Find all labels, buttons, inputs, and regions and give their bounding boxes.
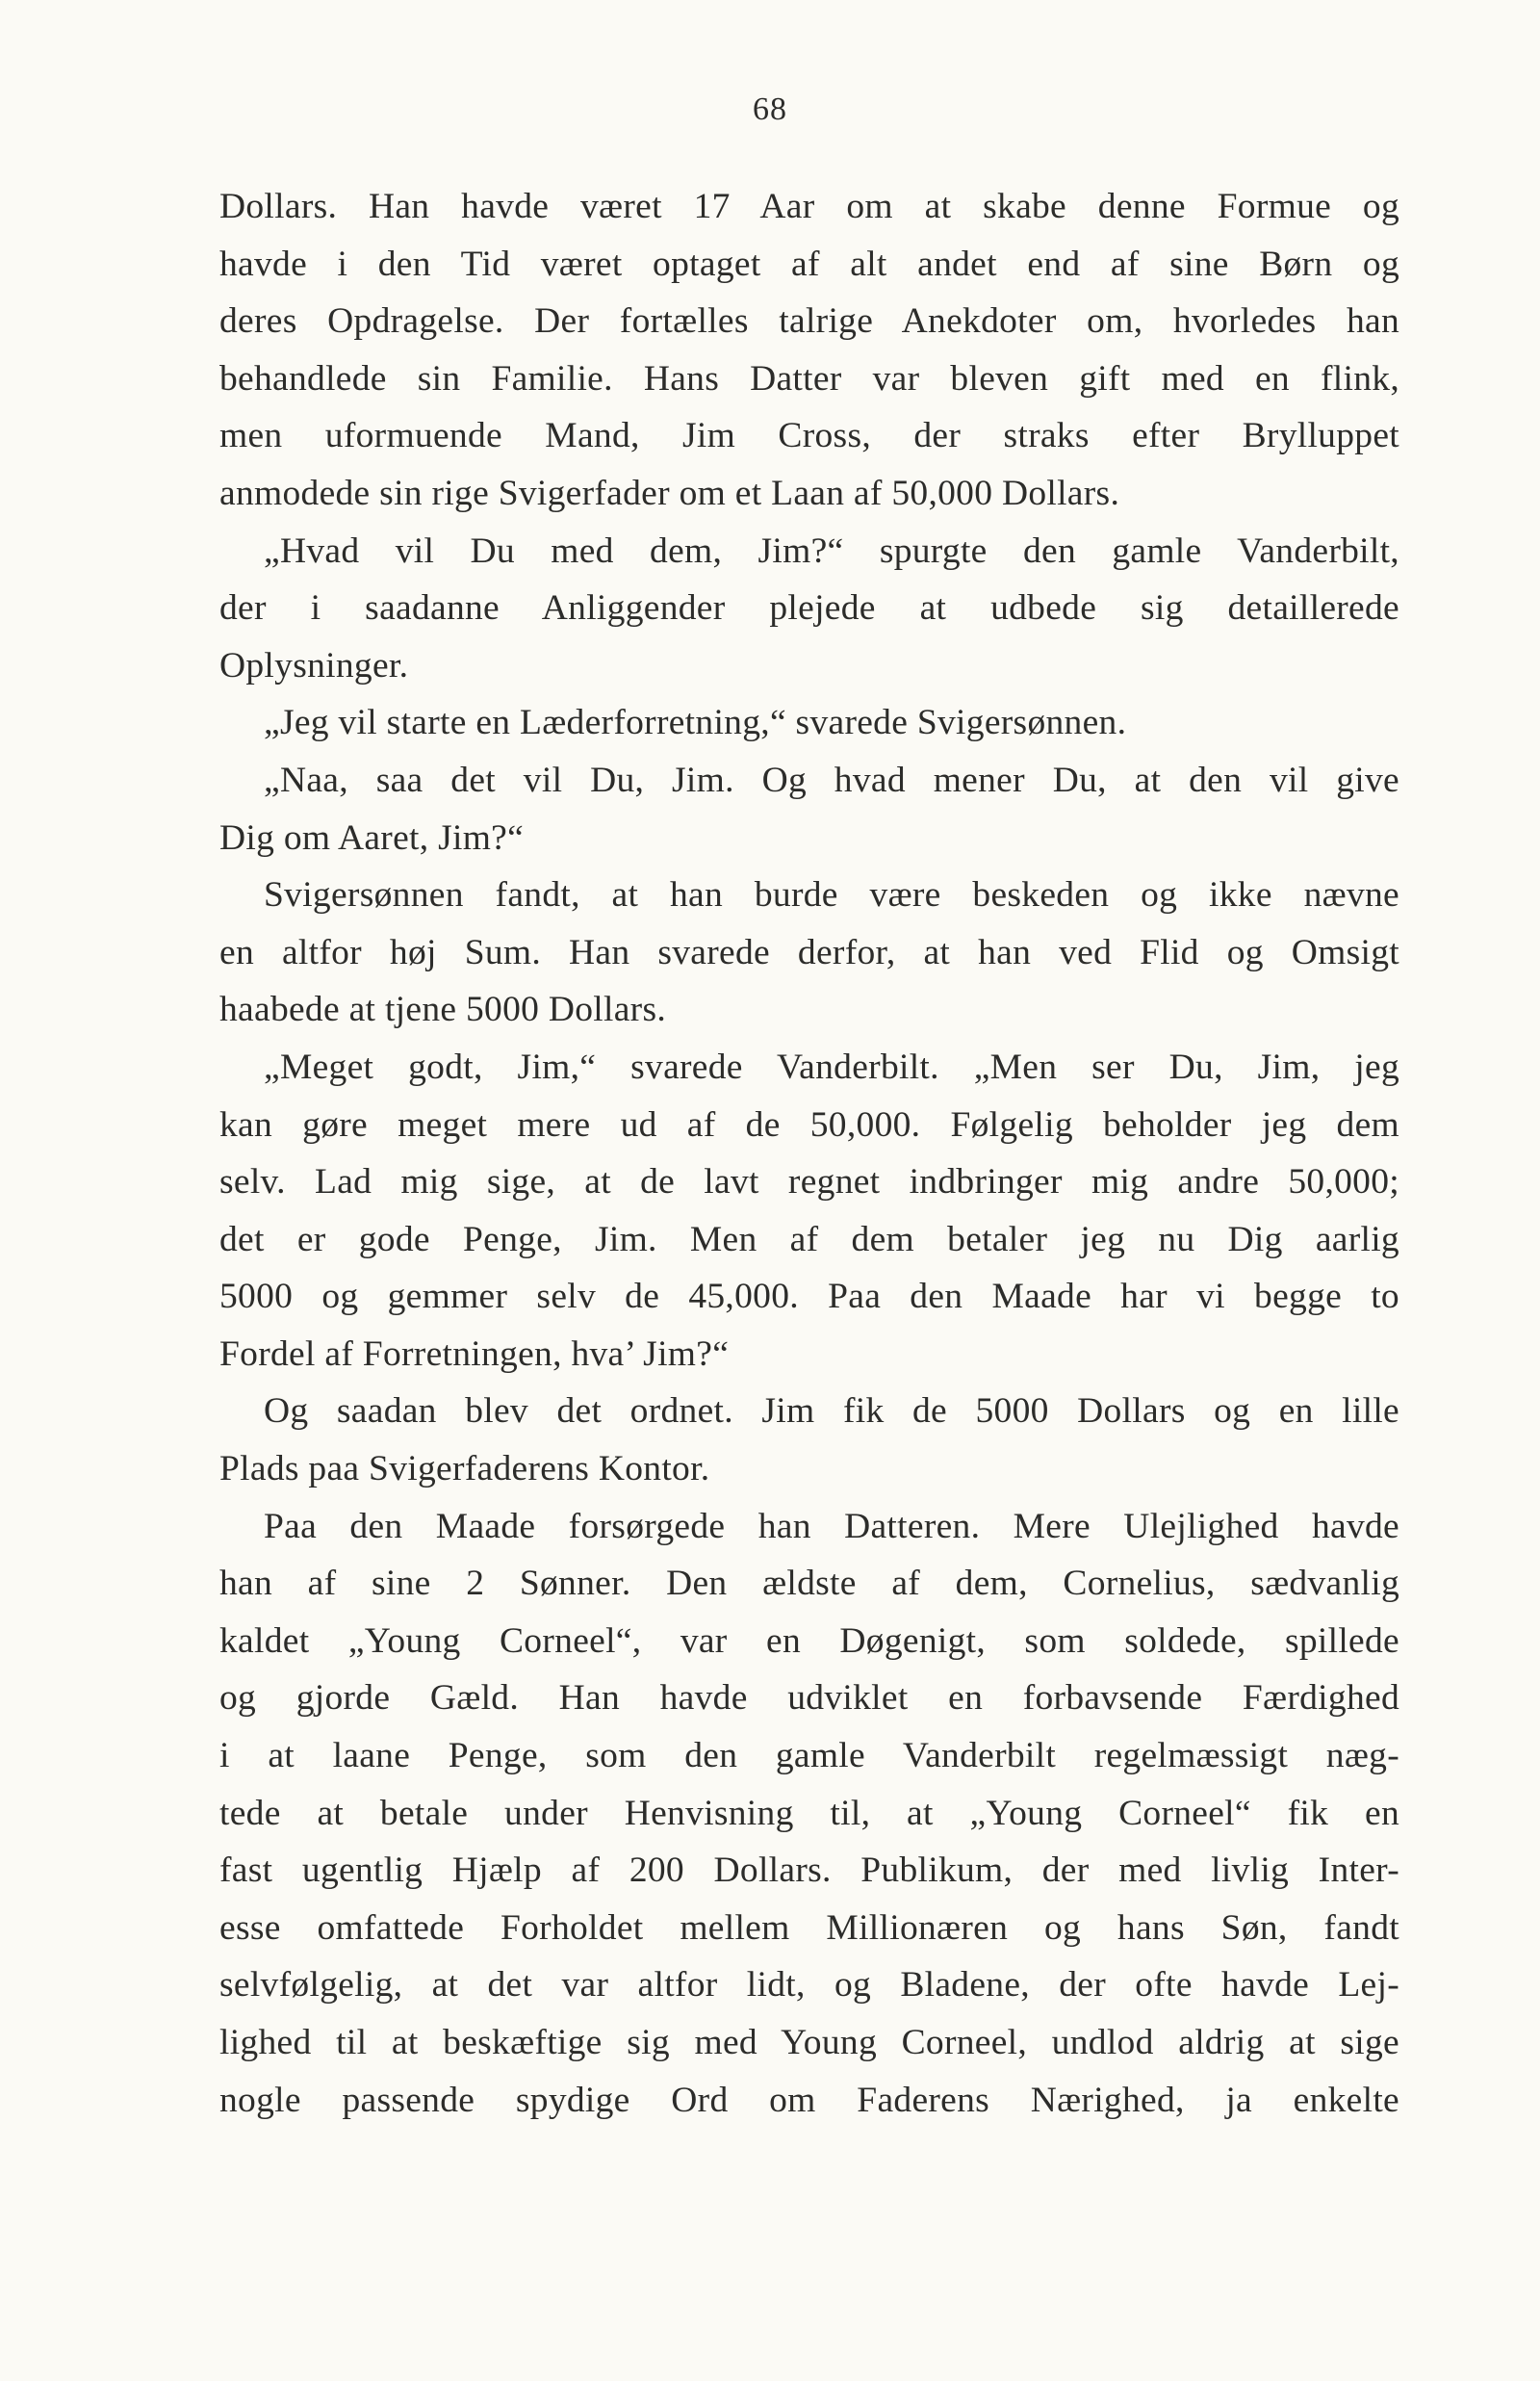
text-line: lighed til at beskæftige sig med Young Corneel, undlod aldrig at sige [219, 2023, 1399, 2062]
text-line: i at laane Penge, som den gamle Vanderbilt regelmæssigt næg- [219, 1736, 1399, 1776]
text-line: Plads paa Svigerfaderens Kontor. [219, 1449, 710, 1489]
text-line: „Meget godt, Jim,“ svarede Vanderbilt. „Men ser Du, Jim, jeg [264, 1047, 1399, 1087]
text-line: „Jeg vil starte en Læderforretning,“ svarede Svigersønnen. [264, 703, 1127, 743]
text-line: han af sine 2 Sønner. Den ældste af dem, Cornelius, sædvanlig [219, 1564, 1399, 1604]
text-line: tede at betale under Henvisning til, at „Young Corneel“ fik en [219, 1793, 1399, 1833]
text-line: haabede at tjene 5000 Dollars. [219, 990, 667, 1030]
page-number: 68 [753, 91, 787, 127]
text-line: deres Opdragelse. Der fortælles talrige Anekdoter om, hvorledes han [219, 301, 1399, 342]
text-line: havde i den Tid været optaget af alt andet end af sine Børn og [219, 244, 1399, 284]
text-line: selvfølgelig, at det var altfor lidt, og Bladene, der ofte havde Lej- [219, 1965, 1399, 2006]
text-line: esse omfattede Forholdet mellem Millionæren og hans Søn, fandt [219, 1907, 1399, 1948]
text-line: Oplysninger. [219, 645, 409, 686]
text-line: der i saadanne Anliggender plejede at udbede sig detaillerede [219, 588, 1399, 629]
text-line: Fordel af Forretningen, hva’ Jim?“ [219, 1333, 730, 1374]
text-line: „Hvad vil Du med dem, Jim?“ spurgte den gamle Vanderbilt, [264, 531, 1399, 571]
text-line: det er gode Penge, Jim. Men af dem betaler jeg nu Dig aarlig [219, 1219, 1399, 1259]
text-line: fast ugentlig Hjælp af 200 Dollars. Publikum, der med livlig Inter- [219, 1850, 1399, 1891]
text-line: Og saadan blev det ordnet. Jim fik de 5000 Dollars og en lille [264, 1391, 1399, 1432]
text-line: 5000 og gemmer selv de 45,000. Paa den Maade har vi begge to [219, 1277, 1399, 1317]
text-line: Svigersønnen fandt, at han burde være beskeden og ikke nævne [264, 875, 1399, 916]
text-line: anmodede sin rige Svigerfader om et Laan af 50,000 Dollars. [219, 473, 1120, 513]
text-line: Dollars. Han havde været 17 Aar om at skabe denne Formue og [219, 187, 1399, 226]
text-line: en altfor høj Sum. Han svarede derfor, at han ved Flid og Omsigt [219, 932, 1399, 972]
text-line: selv. Lad mig sige, at de lavt regnet indbringer mig andre 50,000; [219, 1162, 1399, 1203]
text-line: „Naa, saa det vil Du, Jim. Og hvad mener Du, at den vil give [264, 760, 1399, 800]
text-line: men uformuende Mand, Jim Cross, der straks efter Brylluppet [219, 416, 1399, 456]
text-line: kan gøre meget mere ud af de 50,000. Følgelig beholder jeg dem [219, 1104, 1399, 1145]
body-text [219, 178, 1399, 2129]
text-line: og gjorde Gæld. Han havde udviklet en forbavsende Færdighed [219, 1678, 1399, 1719]
text-line: behandlede sin Familie. Hans Datter var bleven gift med en flink, [219, 358, 1399, 399]
text-line: kaldet „Young Corneel“, var en Døgenigt, som soldede, spillede [219, 1620, 1399, 1661]
text-line: Paa den Maade forsørgede han Datteren. Mere Ulejlighed havde [264, 1506, 1399, 1546]
text-line: Dig om Aaret, Jim?“ [219, 817, 525, 858]
text-line: nogle passende spydige Ord om Faderens Nærighed, ja enkelte [219, 2080, 1399, 2120]
